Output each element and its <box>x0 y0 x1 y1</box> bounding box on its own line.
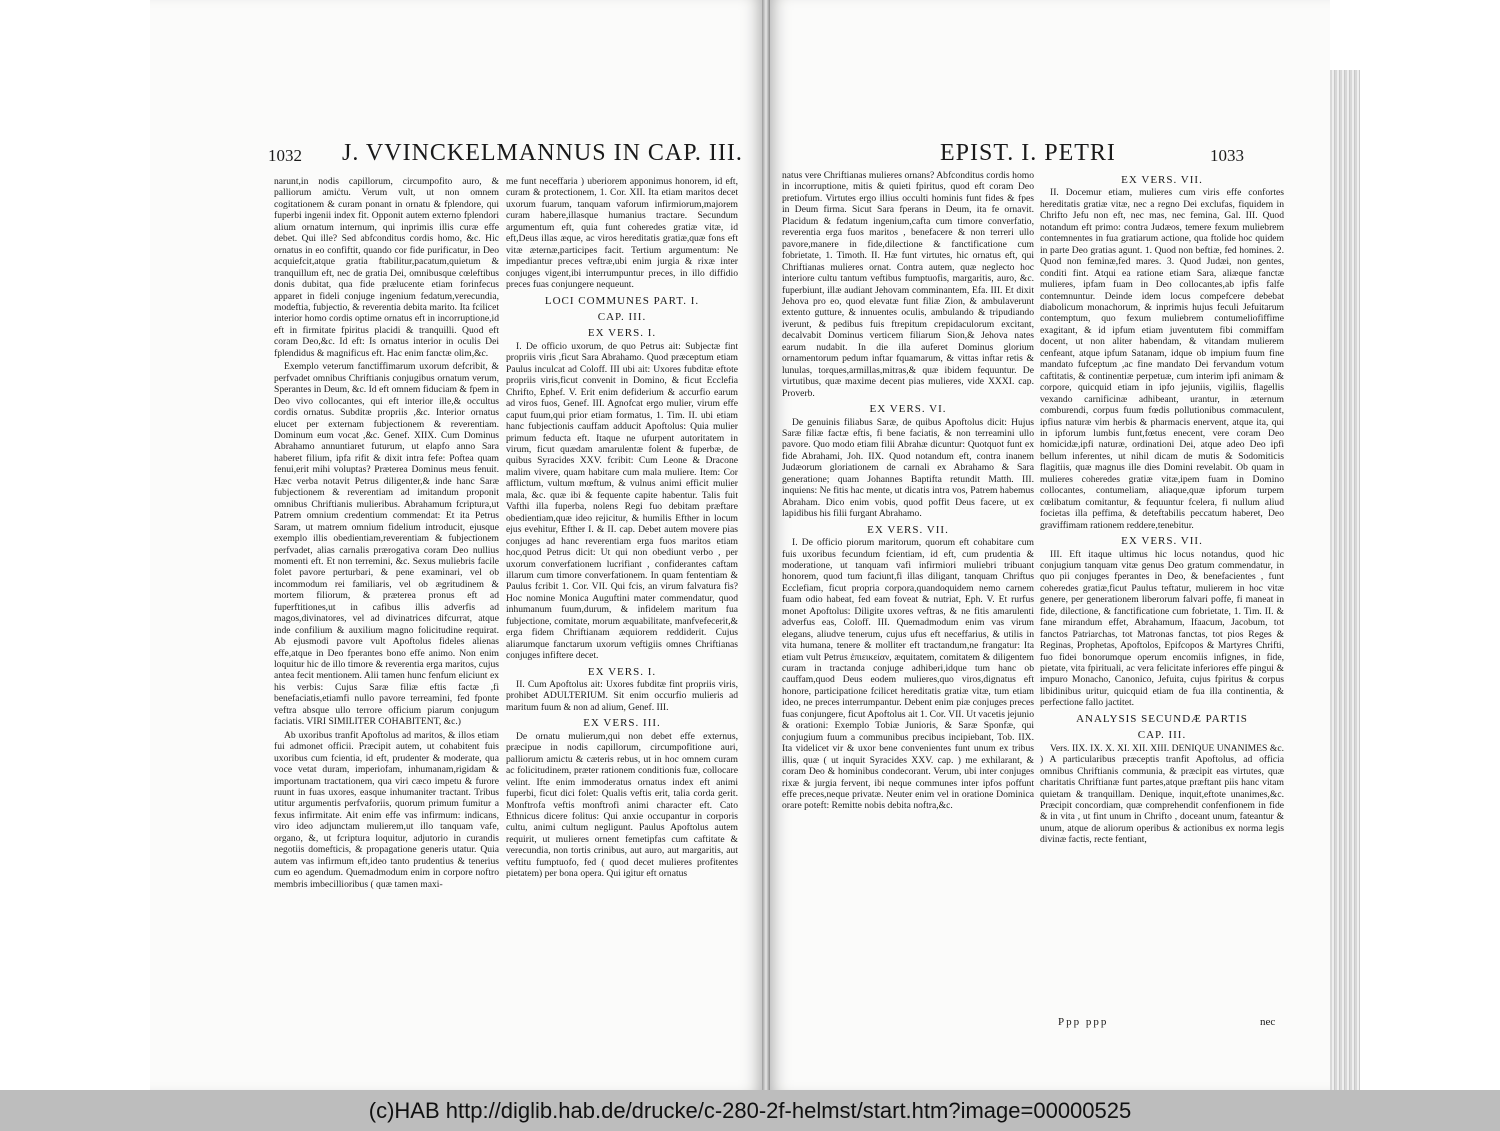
catchword: nec <box>1260 1016 1276 1028</box>
ex-vers-1b-heading: EX VERS. I. <box>587 665 657 678</box>
left-page <box>150 0 762 1090</box>
left-col2-para-2: II. Cum Apoftolus ait: Uxores fubditæ fint propriis viris, prohibet ADULTERIUM. Sit enim occurfio mulieris ad maritum fuum & non ad alium, Genef. III. <box>506 679 738 713</box>
left-column-2 <box>506 176 738 1031</box>
left-column-1 <box>274 176 499 1031</box>
right-column-1 <box>782 170 1034 1042</box>
book-gutter <box>762 0 770 1090</box>
right-page-number: 1033 <box>1210 146 1244 165</box>
right-col1-para-3: I. De officio piorum maritorum, quorum eft cohabitare cum fuis uxoribus fecundum fcientiam, id eft, cum prudentia & moderatione, ut tanquam vafi infirmiori muliebri tribuant honorem, quod tum faciunt,fi illas diligant, tanquam Chriftus Ecclefiam, ficut propria corpora,quandoquidem nemo carnem fuam odio habeat, fed eam foveat & nutriat, Eph. V. Et rurfus monet Apoftolus: Diligite uxores veftras, & ne fitis amarulenti adverfus eas, Coloff. III. Quemadmodum enim vas virum elegans, aliudve tenerum, cujus ufus eft neceffarius, & utilis in vita humana, tenere & molliter eft tractandum,ne frangatur: Ita etiam vult Petrus ἐπιεικείαν, æquitatem, comitatem & diligentem curam in tractanda conjuge adhiberi,idque tum hanc ob cauffam,quod Deus eodem mulieres,quo viros,dignatus eft honore, participatione fcilicet hereditatis gratiæ vitæ, tum etiam ideo, ne preces interrumpantur. Debent enim piæ conjuges preces fuas conjungere, ficut Apoftolus ait 1. Cor. VII. Ut vacetis jejunio & orationi: Exemplo Tobiæ Junioris, & Saræ Sponfæ, qui conjugium fuum a communibus precibus incipiebant, Tob. IIX. Ita videlicet vir & uxor bene convenientes funt unum ex tribus illis, quæ ( ut inquit Syracides XXV. cap. ) me exhilarant, & coram Deo & hominibus condecorant. Verum, ubi inter conjuges rixæ & jurgia fervent, ibi neque communes inter ipfos poffunt effe preces,neque privatæ. Neuter enim vel in oratione Dominica orare poteft: Remitte nobis debita noftra,&c. <box>782 537 1034 812</box>
left-col2-para-1: I. De officio uxorum, de quo Petrus ait: Subjectæ fint propriis viris ,ficut Sara Abrahamo. Quod præceptum etiam Paulus inculcat ad Coloff. III ubi ait: Uxores fubditæ eftote propriis viris,ficut convenit in Domino, & ficut Ecclefia Chrifto, Ephef. V. Erit enim defiderium & accurfio earum ad viros fuos, Genef. III. Agnofcat ergo mulier, virum effe caput fuum,qui prior etiam formatus, 1. Tim. II. ubi etiam hanc fubjectionis cauffam adducit Apoftolus: Quia mulier primum feducta eft. Itaque ne ufurpent autoritatem in virum, ficut quædam amarulentæ folent & fuperbæ, de quibus Syracides XXV. fcribit: Cum Leone & Dracone malim vivere, quam habitare cum mala muliere. Item: Cor afflictum, vultum mœftum, & vulnus animi efficit mulier mala, &c. quæ ibi & fequente capite habentur. Talis fuit Vafthi illa fuperba, nolens Regi fuo debitam præftare obedientiam,quæ ideo rejicitur, & humilis Efther in locum ejus evehitur, Efther I. & II. cap. Debet autem movere pias conjuges ad hanc reverentiam erga fuos maritos etiam hoc,quod Petrus dicit: Ut qui non obediunt verbo , per uxorum converfationem lucrifiant , confiderantes caftam illarum cum timore converfationem. In quam fententiam & Paulus fcribit 1. Cor. VII. Qui fcis, an virum falvatura fis? Hoc nomine Monica Auguftini mater commendatur, quod inhumanum fuum,durum, & infidelem maritum fua fubjectione, comitate, morum æquabilitate, manfvefecerit,& erga fidem Chriftianam æquiorem reddiderit. Cujus aliarumque fanctarum uxorum veftigiis omnes Chriftianas conjuges infiftere decet. <box>506 340 738 662</box>
copyright-footer: (c)HAB http://diglib.hab.de/drucke/c-280-2f-helmst/start.htm?image=00000525 <box>0 1090 1500 1131</box>
right-col2-para-2: III. Eft itaque ultimus hic locus notandus, quod hic conjugium tanquam vitæ genus Deo gratum commendatur, in quo pii conjuges fperantes in Deo, & benefacientes , funt coheredes gratiæ,ficut Paulus teftatur, mulierem in hoc vitæ genere, per generationem liberorum falvari poffe, fi maneat in fide, dilectione, & fanctificatione cum fobrietate, 1. Tim. II. & fane mirandum effet, Abrahamum, Ifaacum, Jacobum, tot fanctos Patriarchas, tot Matronas fanctas, tot pios Reges & Reginas, Prophetas, Apoftolos, Epifcopos & Martyres Chrifti, fuo fidei bonorumque operum encomiis infignes, in fide, pietate, vita fpirituali, ac vera felicitate inferiores effe pingui & impuro Monacho, Canonico, Jefuita, cujus fpiritus & corpus libidinibus uritur, quicquid etiam de fua illa continentia, & perfectione fallo jactitet. <box>1040 548 1284 709</box>
right-col1-para-2: De genuinis filiabus Saræ, de quibus Apoftolus dicit: Hujus Saræ filiæ factæ eftis, fi bene faciatis, & non terreamini ullo pavore. Quo modo etiam filii Abrahæ dicuntur: Quotquot funt ex fide Abrahami, Joh. IIX. Quod notandum eft, contra inanem Judæorum gloriationem de carnali ex Abrahamo & Sara generatione; quam Johannes Baptifta retundit Matth. III. inquiens: Ne fitis hac mente, ut dicatis intra vos, Patrem habemus Abraham. Dico enim vobis, quod poffit Deus facere, ut ex lapidibus his filii furgant Abrahamo. <box>782 416 1034 520</box>
left-col2-para-top: me funt neceffaria ) uberiorem apponimus honorem, id eft, curam & protectionem, 1. Cor. XII. Ita etiam maritos decet uxorum fuarum, tanquam vaforum infirmiorum,majorem curam habere,illasque humanius tractare. Secundum argumentum eft, quia funt coheredes gratiæ vitæ, id eft,Deus illas æque, ac viros hereditatis gratiæ,quæ fons eft vitæ æternæ,participes facit. Tertium argumentum: Ne impediantur preces veftræ,ubi enim jurgia & rixæ inter conjuges vigent,ibi interrumpuntur preces, in illo diffidio preces fuas conjungere nequeunt. <box>506 176 738 291</box>
right-col1-para-1: natus vere Chriftianas mulieres ornans? Abfconditus cordis homo in incorruptione, mitis & quieti fpiritus, quod eft coram Deo pretiofum. Virtutes ergo illius occulti hominis funt fides & fpes in Deum firma. Sicut Sara fperans in Deum, ita fe ornavit. Placidum & fedatum ingenium,cafta cum timore converfatio, reverentia erga fuos maritos , benefacere & non terreri ullo pavore,manere in fide,dilectione & fanctificatione cum fobrietate, 1. Timoth. II. Hæ funt virtutes, hic ornatus eft, qui Chriftianas mulieres ornat. Contra autem, quæ neglecto hoc interiore cultu tantum veftibus fumptuofis, margaritis, auro, &c. fuperbiunt, illæ audiant Jehovam comminantem, Efa. III. Et dixit Jehova pro eo, quod elevatæ funt filiæ Zion, & ambulaverunt extento gutture, & innuentes oculis, ambulando & tripudiando iverunt, & pedibus fuis ftrepitum crepidaculorum excitant, decalvabit Dominus verticem filiarum Sion,& Jehova nates earum nudabit. In die illa auferet Dominus glorium ornamentorum pedum inftar fquamarum, & vittas inftar retis & lunulas, torques,armillas,mitras,& quæ ibidem fequuntur. De virtutibus, quæ maxime decent pias mulieres, vide XXXI. cap. Proverb. <box>782 170 1034 399</box>
right-column-2 <box>1040 170 1284 1010</box>
loci-cap: CAP. III. <box>597 310 647 323</box>
left-col1-para-1: narunt,in nodis capillorum, circumpofito auro, & palliorum amiċtu. Verum vult, ut non omnem cogitationem & curam ponant in ornatu & fplendore, qui fuperbi ingenii index fit. Opponit autem externo fplendori alium ornatum internum, qui inprimis illis curæ effe debet. Qui ille? Sed abfconditus cordis homo, &c. Hic ornatus in eo confiftit, quando cor fide purificatur, in Deo acquiefcit,atque gratia ftabilitur,pacatum,quietum & tranquillum eft, nec de gratia Dei, omnibusque cœleftibus donis dubitat, qua fide prælucente etiam forinfecus apparet in fideli conjuge ingenium fedatum,verecundia, modeftia, fubjectio, & reverentia debita marito. Ita fcilicet interior homo cordis optime ornatus eft in incorruptione,id eft in firmitate fpiritus placidi & tranquilli. Quod eft coram Deo,&c. Id eft: Is ornatus interior in oculis Dei fplendidus & magnificus eft. Hac enim fanctæ olim,&c. <box>274 176 499 359</box>
signature-mark: Ppp ppp <box>1058 1016 1109 1028</box>
ex-vers-3-heading: EX VERS. III. <box>583 717 661 730</box>
ex-vers-1-heading: EX VERS. I. <box>587 327 657 340</box>
right-col2-para-1: II. Docemur etiam, mulieres cum viris effe confortes hereditatis gratiæ vitæ, nec a regno Dei exclufas, fiquidem in Chrifto Jefu non eft, nec mas, nec femina, Gal. III. Quod notandum eft primo: contra Judæos, temere fexum muliebrem contemnentes in fua gratiarum actione, qua ftolide hoc quidem in parte Deo gratias agunt. 1. Quod non beftiæ, fed homines. 2. Quod non feminæ,fed mares. 3. Quod Judæi, non gentes, conditi fint. Atqui ea ratione etiam Sara, aliæque fanctæ mulieres, ipfam fuam in Deo collocantes,ab ipfis falfe contemnuntur. Deinde idem locus compefcere debebat diabolicum monachorum, & inprimis hujus feculi Jefuitarum contemptum, quo fexum muliebrem contumeliofiffime exagitant, & id ipfum etiam juventutem fibi commiffam docent, ut non aliter habendam, & vitandam mulierem cenfeant, atque ipfum Satanam, idque ob impium fuum fine mandato fufceptum ,ac fine mandato Dei fervandum votum caftitatis, & continentiæ perpetuæ, cum interim ipfi animam & corpore, quicquid etiam in ipfo jejuniis, vigiliis, flagellis vexando carnificinæ adhibeant, urantur, in æternum comburendi, corpus fuum fœdis pollutionibus commaculent, ipfius naturæ vim herbis & pharmacis enervent, atque ita, qui in ipforum lumbis funt,fœtus enecent, vere coram Deo homicidæ,ipfi naturæ, ordinationi Dei, atque adeo Deo ipfi bellum inferentes, ut nihil dicam de mutis & Sodomiticis flagitiis, quæ magnus ille dies Domini revelabit. Ob quam in mulieres coheredes gratiæ vitæ,ipem fuam in Domino collocantes, contumeliam, aliaque,quæ ipforum turpem cœlibatum comitantur, & fequuntur fcelera, fi nullum aliud focietas illa peffima, & deteftabilis peccatum haberet, Deo graviffimam rationem reddere,tenebitur. <box>1040 187 1284 531</box>
ex-vers-7b-heading: EX VERS. VII. <box>1121 535 1203 548</box>
right-running-head: EPIST. I. PETRI <box>940 140 1116 166</box>
left-col1-para-2: Exemplo veterum fanctiffimarum uxorum defcribit, & perfvadet omnibus Chriftianis conjugibus ornatum verum, Sperantes in Deum, &c. Id eft omnem fiduciam & fpem in Deo vivo collocantes, qui eft interior ille,& occultus cordis ornatus. Subditæ propriis ,&c. Interior ornatus elucet per externam fubjectionem & reverentiam. Dominum eum vocat ,&c. Genef. XIIX. Cum Dominus Abrahamo annuntiaret futurum, ut elapfo anno Sara haberet filium, ipfa rifit & dixit intra fefe: Poftea quam fenui,erit mihi voluptas? Præterea Dominus meus fenuit. Hæc verba notavit Petrus diligenter,& inde hanc Saræ fubjectionem & reverentiam ad imitandum proponit omnibus Chriftianis mulieribus. Abrahamum fcriptura,ut Patrem omnium credentium commendat: Et ita Petrus Saram, ut matrem omnium fidelium introducit, ejusque exemplo illis obedientiam,reverentiam & fubjectionem perfvadet, alias carnalis prærogativa coram Deo nullius momenti eft. Et non terremini, &c. Sexus muliebris facile folet pavore perturbari, & pene examinari, vel ob incommodum rei familiaris, vel ob ægritudinem & mortem filiorum, & præterea pronus eft ad fuperftitiones,ut in cafibus illis adverfis ad magos,divinatores, vel ad divinatrices difcurrat, atque inde confilium & auxilium magno folicitudine requirat. Ab ejusmodi pavore vult Apoftolus fideles alienas effe,atque in Deo fperantes bono effe animo. Non enim loquitur hic de illo timore & reverentia erga maritos, cujus antea fecit mentionem. Alii tamen hunc fenfum eliciunt ex his verbis: Cujus Saræ filiæ eftis factæ ,fi benefaciatis,etiamfi nullo pavore terreamini, fed fponte veftra absque ullo terrore officium piarum conjugum faciatis. VIRI SIMILITER COHABITENT, &c.) <box>274 361 499 728</box>
left-col1-para-3: Ab uxoribus tranfit Apoftolus ad maritos, & illos etiam fui admonet officii. Præcipit autem, ut cohabitent fuis uxoribus cum fcientia, id eft, prudenter & moderate, qua voce vetat duram, imperiofam, inhumanam,rigidam & importunam tractationem, qua viri cæco impetu & furore ruunt in fuas uxores, easque inhumaniter tractant. Tribus utitur argumentis perfvaforiis, quorum primum fumitur a fexus infirmitate. Ait enim effe vas infirmum: indicans, viro ideo adjunctam mulierem,ut illo tanquam vafe, organo, &, ut fcriptura loquitur, adjutorio in curandis negotiis domefticis, & propagatione generis utatur. Quia autem vas infirmum eft,ideo tanto prudentius & tenerius cum eo agendum. Quemadmodum enim in corpore noftro membris imbecillioribus ( quæ tamen maxi- <box>274 729 499 890</box>
left-col2-para-3: De ornatu mulierum,qui non debet effe externus, præcipue in nodis capillorum, circumpofitione auri, palliorum amictu & cæteris rebus, ut in hoc omnem curam ac folicitudinem, præter rationem conditionis fuæ, collocare velint. Ifte enim immoderatus ornatus index eft animi fuperbi, ficut dici folet: Qualis veftis erit, talia corda gerit. Monftrofa veftis monftrofi animi character eft. Cato Ethnicus dicere folitus: Qui anxie occupantur in corporis cultu, animi cultum negligunt. Paulus Apoftolus autem requirit, ut mulieres ornent femetipfas cum caftitate & verecundia, non tortis crinibus, aut auro, aut margaritis, aut veftitu fumptuofo, fed ( quod decet mulieres profitentes pietatem) per bona opera. Qui igitur eft ornatus <box>506 730 738 880</box>
right-page <box>770 0 1330 1090</box>
analysis-title: ANALYSIS SECUNDÆ PARTIS <box>1076 712 1248 725</box>
page-edge-strip <box>1330 70 1360 1090</box>
left-running-head: J. VVINCKELMANNUS IN CAP. III. <box>342 140 743 166</box>
analysis-cap: CAP. III. <box>1137 729 1187 742</box>
left-page-number: 1032 <box>268 146 302 165</box>
ex-vers-7a-heading: EX VERS. VII. <box>1121 174 1203 186</box>
loci-communes-title: LOCI COMMUNES PART. I. <box>544 294 700 307</box>
ex-vers-6-heading: EX VERS. VI. <box>869 403 947 416</box>
ex-vers-7-heading: EX VERS. VII. <box>867 523 949 536</box>
right-col2-para-3: Vers. IIX. IX. X. XI. XII. XIII. DENIQUE UNANIMES &c. ) A particularibus præceptis tranfit Apoftolus, ad officia omnibus Chriftianis communia, & præcipit eas virtutes, quæ charitatis Chriftianæ funt partes,atque præftant piis hanc vitam quietam & tranquillam. Denique, inquit,eftote unanimes,&c. Præcipit concordiam, quæ comprehendit confenfionem in fide & in vita , ut fint unum in Chrifto , doceant unum, fateantur & unum, atque de aliorum operibus & actionibus ex norma legis divinæ factis, recte fentiant, <box>1040 742 1284 846</box>
